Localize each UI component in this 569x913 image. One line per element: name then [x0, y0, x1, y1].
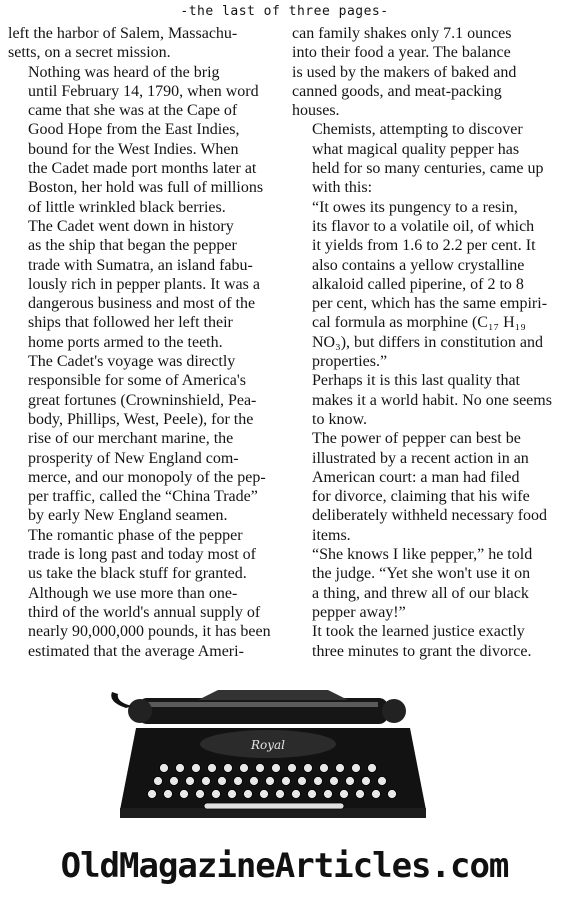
text-line: into their food a year. The balance	[292, 44, 511, 62]
text-line: alkaloid called piperine, of 2 to 8	[312, 275, 524, 293]
text-line: Boston, her hold was full of millions	[28, 179, 264, 197]
page-header: -the last of three pages-	[180, 4, 389, 19]
text-line: lously rich in pepper plants. It was a	[28, 275, 260, 293]
text-line: “She knows I like pepper,” he told	[312, 546, 533, 564]
article-paragraph	[292, 198, 562, 372]
article-paragraph	[292, 429, 562, 545]
svg-text:Royal: Royal	[250, 738, 286, 752]
text-line: Chemists, attempting to discover	[312, 121, 523, 139]
text-line: The Cadet went down in history	[28, 217, 234, 235]
text-line: came that she was at the Cape of	[28, 102, 238, 120]
text-line: NO₃), but differs in constitution and	[312, 333, 544, 351]
text-line: responsible for some of America's	[28, 372, 246, 390]
text-line: by early New England seamen.	[28, 507, 228, 525]
article-column-right	[292, 24, 562, 661]
text-line: deliberately withheld necessary food	[312, 507, 548, 525]
article-paragraph	[292, 24, 562, 120]
text-line: of little wrinkled black berries.	[28, 198, 226, 216]
article-paragraph	[8, 217, 286, 352]
text-line: a thing, and threw all of our black	[312, 584, 529, 602]
text-line: with this:	[312, 179, 373, 197]
text-line: canned goods, and meat-packing	[292, 82, 502, 100]
text-line: us take the black stuff for granted.	[28, 565, 247, 583]
article-paragraph	[292, 545, 562, 622]
text-line: Perhaps it is this last quality that	[312, 372, 520, 390]
text-line: properties.”	[312, 353, 388, 371]
text-line: cal formula as morphine (C₁₇ H₁₉	[312, 314, 526, 332]
text-line: bound for the West Indies. When	[28, 140, 239, 158]
text-line: nearly 90,000,000 pounds, it has been	[28, 623, 271, 641]
text-line: to know.	[312, 410, 367, 428]
text-line: it yields from 1.6 to 2.2 per cent. It	[312, 237, 536, 255]
text-line: until February 14, 1790, when word	[28, 82, 259, 100]
article-paragraph	[8, 526, 286, 661]
text-line: estimated that the average Ameri-	[28, 642, 244, 660]
text-line: can family shakes only 7.1 ounces	[292, 25, 512, 42]
text-line: houses.	[292, 102, 340, 120]
article-paragraph	[8, 63, 286, 217]
text-line: third of the world's annual supply of	[28, 603, 261, 621]
text-line: merce, and our monopoly of the pep-	[28, 468, 266, 486]
text-line: is used by the makers of baked and	[292, 63, 517, 81]
text-line: It took the learned justice exactly	[312, 623, 525, 641]
article-paragraph	[292, 622, 562, 661]
text-line: setts, on a secret mission.	[8, 44, 171, 62]
text-line: Although we use more than one-	[28, 584, 238, 602]
text-line: what magical quality pepper has	[312, 140, 520, 158]
text-line: illustrated by a recent action in an	[312, 449, 529, 467]
text-line: left the harbor of Salem, Massachu-	[8, 25, 238, 42]
text-line: for divorce, claiming that his wife	[312, 488, 530, 506]
text-line: The power of pepper can best be	[312, 430, 521, 448]
text-line: dangerous business and most of the	[28, 295, 256, 313]
text-line: pepper away!”	[312, 603, 406, 621]
text-line: makes it a world habit. No one seems	[312, 391, 552, 409]
article-paragraph	[8, 352, 286, 526]
text-line: Nothing was heard of the brig	[28, 63, 220, 81]
site-watermark: OldMagazineArticles.com	[60, 846, 509, 886]
text-line: American court: a man had filed	[312, 468, 520, 486]
text-line: per cent, which has the same empiri-	[312, 295, 548, 313]
typewriter-illustration	[108, 688, 438, 838]
text-line: held for so many centuries, came up	[312, 160, 544, 178]
text-line: prosperity of New England com-	[28, 449, 239, 467]
text-line: the judge. “Yet she won't use it on	[312, 565, 531, 583]
text-line: great fortunes (Crowninshield, Pea-	[28, 391, 257, 409]
text-line: trade is long past and today most of	[28, 546, 256, 564]
text-line: rise of our merchant marine, the	[28, 430, 234, 448]
text-line: as the ship that began the pepper	[28, 237, 237, 255]
text-line: three minutes to grant the divorce.	[312, 642, 532, 660]
text-line: per traffic, called the “China Trade”	[28, 488, 258, 506]
text-line: The Cadet's voyage was directly	[28, 353, 236, 371]
text-line: home ports armed to the teeth.	[28, 333, 223, 351]
text-line: “It owes its pungency to a resin,	[312, 198, 518, 216]
text-line: its flavor to a volatile oil, of which	[312, 217, 535, 235]
article-column-left	[8, 24, 286, 661]
text-line: the Cadet made port months later at	[28, 160, 257, 178]
article-paragraph	[292, 371, 562, 429]
text-line: also contains a yellow crystalline	[312, 256, 525, 274]
article-paragraph	[292, 120, 562, 197]
text-line: ships that followed her left their	[28, 314, 233, 332]
text-line: The romantic phase of the pepper	[28, 526, 243, 544]
text-line: body, Phillips, West, Peele), for the	[28, 410, 254, 428]
text-line: items.	[312, 526, 351, 544]
text-line: trade with Sumatra, an island fabu-	[28, 256, 253, 274]
text-line: Good Hope from the East Indies,	[28, 121, 240, 139]
article-paragraph	[8, 24, 286, 63]
